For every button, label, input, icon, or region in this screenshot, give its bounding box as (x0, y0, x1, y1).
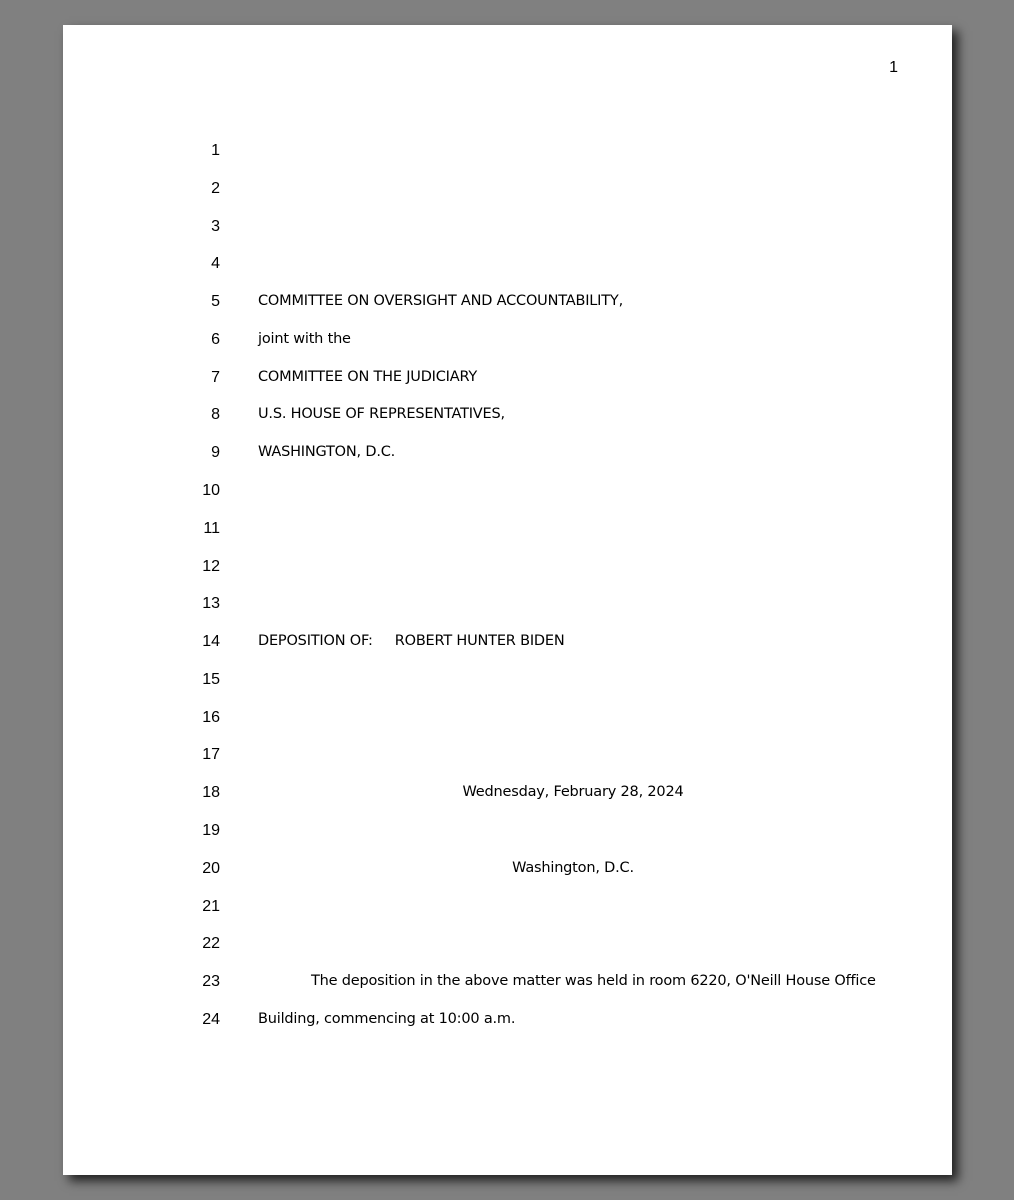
line-number: 19 (202, 822, 220, 840)
line-number: 22 (202, 935, 220, 953)
line-text: COMMITTEE ON THE JUDICIARY (258, 368, 478, 385)
transcript-line (63, 406, 952, 444)
line-text: DEPOSITION OF: ROBERT HUNTER BIDEN (258, 633, 565, 650)
line-number: 23 (202, 973, 220, 991)
line-text: joint with the (258, 330, 351, 347)
line-number: 2 (211, 179, 220, 197)
transcript-line (63, 255, 952, 293)
transcript-line (63, 860, 952, 898)
transcript-line (63, 293, 952, 331)
line-number: 11 (203, 519, 220, 537)
transcript-line (63, 822, 952, 860)
transcript-line (63, 218, 952, 256)
transcript-line (63, 595, 952, 633)
line-number: 8 (211, 406, 220, 424)
line-text: U.S. HOUSE OF REPRESENTATIVES, (258, 406, 505, 423)
line-number: 17 (202, 746, 220, 764)
line-number: 18 (202, 784, 220, 802)
line-number: 7 (211, 368, 220, 386)
transcript-line (63, 482, 952, 520)
line-number: 10 (202, 482, 220, 500)
line-number: 24 (202, 1010, 220, 1028)
transcript-line (63, 935, 952, 973)
line-number: 4 (211, 255, 220, 273)
transcript-line (63, 444, 952, 482)
transcript-line (63, 671, 952, 709)
line-number: 1 (211, 142, 220, 159)
transcript-line (63, 558, 952, 596)
transcript-line (63, 898, 952, 936)
line-text: Washington, D.C. (512, 859, 634, 876)
line-text: Wednesday, February 28, 2024 (462, 784, 684, 801)
transcript-line (63, 520, 952, 558)
transcript-line (63, 633, 952, 671)
transcript-line (63, 784, 952, 822)
transcript-line (63, 709, 952, 747)
transcript-line (63, 142, 952, 180)
transcript-line (63, 1011, 952, 1049)
line-number: 13 (202, 595, 220, 613)
line-number: 6 (211, 330, 220, 348)
line-number: 21 (202, 897, 220, 915)
line-number: 3 (211, 217, 220, 235)
line-number: 5 (211, 293, 220, 311)
line-number: 9 (211, 444, 220, 462)
line-text: WASHINGTON, D.C. (258, 444, 396, 461)
transcript-line (63, 331, 952, 369)
line-text: COMMITTEE ON OVERSIGHT AND ACCOUNTABILITY, (258, 293, 623, 310)
line-number: 12 (202, 557, 220, 575)
line-number: 20 (202, 859, 220, 877)
transcript-line (63, 746, 952, 784)
line-number: 15 (202, 670, 220, 688)
line-text: Building, commencing at 10:00 a.m. (258, 1010, 516, 1027)
transcript-line (63, 369, 952, 407)
document-page (63, 25, 952, 1175)
transcript-line (63, 973, 952, 1011)
line-number: 16 (202, 708, 220, 726)
line-text: The deposition in the above matter was held in room 6220, O'Neill House Office (311, 973, 876, 990)
transcript-line (63, 180, 952, 218)
line-number: 14 (202, 633, 220, 651)
page-number: 1 (889, 59, 898, 76)
